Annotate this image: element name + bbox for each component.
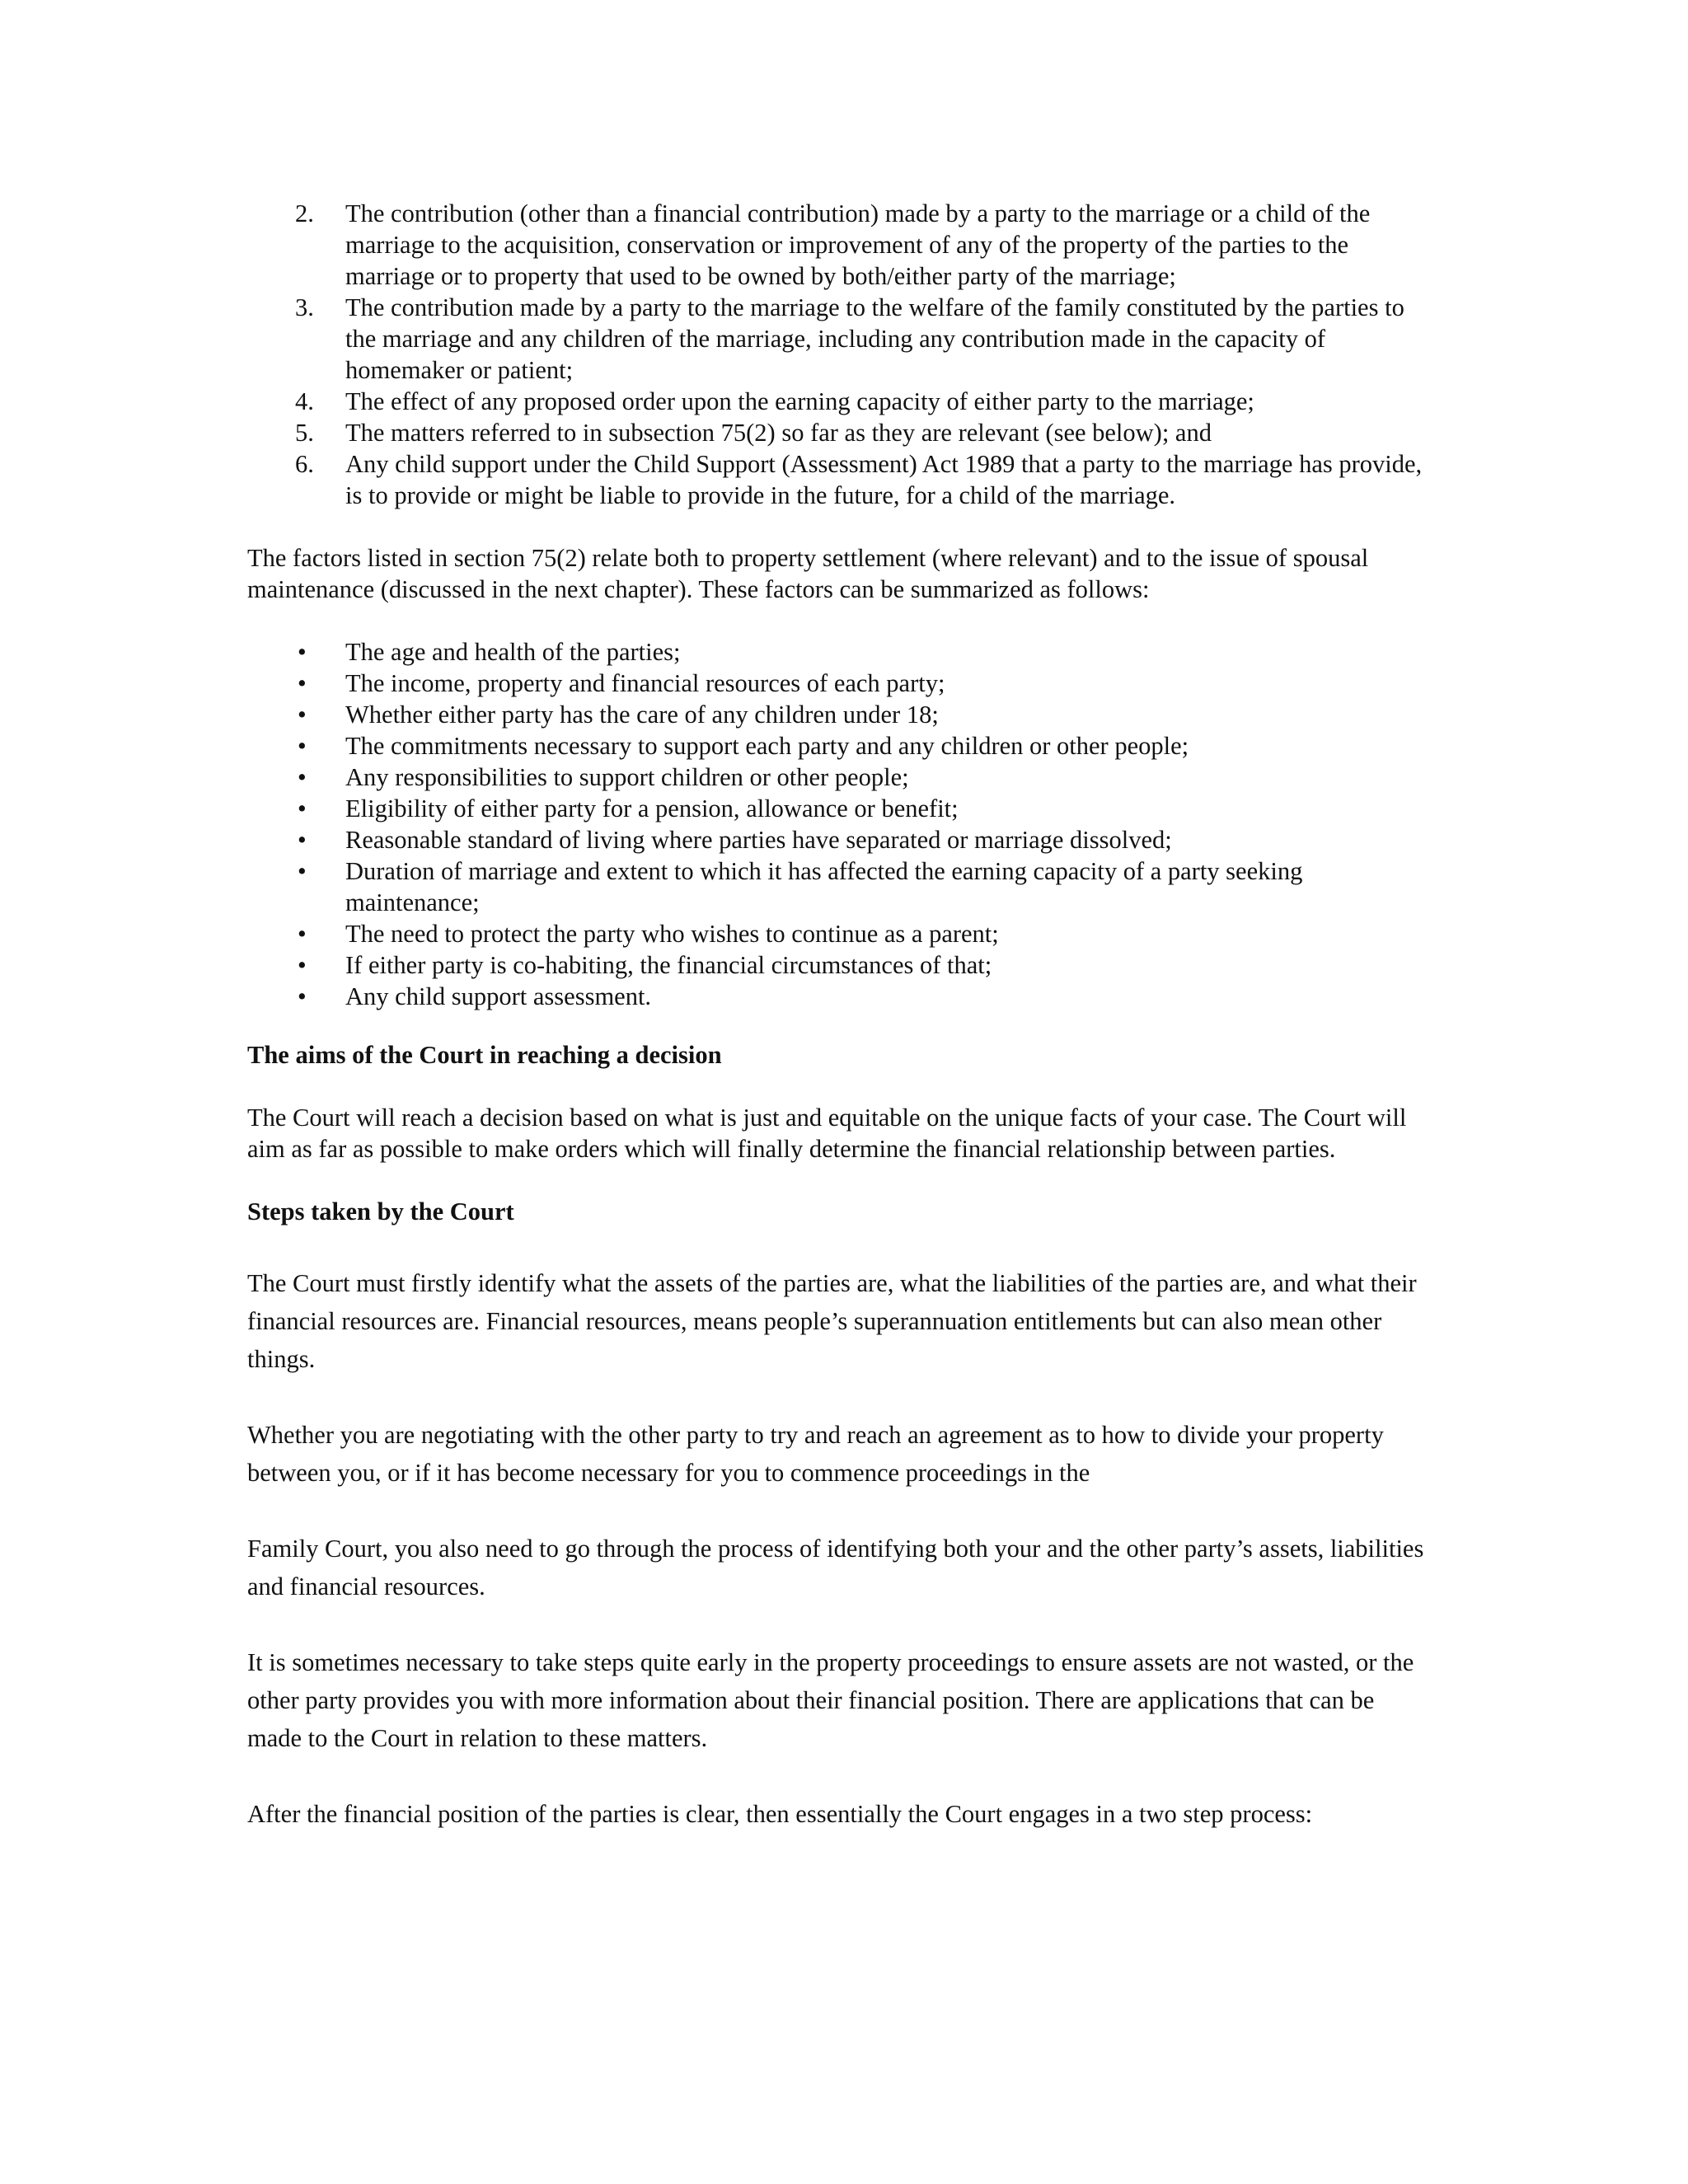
bullet-icon: • xyxy=(298,951,307,979)
list-number: 2. xyxy=(295,199,314,227)
bullet-icon: • xyxy=(298,669,307,697)
bullet-icon: • xyxy=(298,763,307,791)
bullet-icon: • xyxy=(298,920,307,948)
list-number: 4. xyxy=(295,387,314,415)
page-content xyxy=(247,198,1434,1833)
list-item xyxy=(247,918,1434,949)
numbered-list xyxy=(247,198,1434,511)
list-item-text: The income, property and financial resources of each party; xyxy=(345,669,945,697)
list-item xyxy=(247,386,1434,417)
bullet-icon: • xyxy=(298,982,307,1010)
list-item xyxy=(247,824,1434,855)
bullet-icon: • xyxy=(298,732,307,760)
list-item-text: Whether either party has the care of any children under 18; xyxy=(345,701,939,729)
list-item xyxy=(247,198,1434,292)
list-item-text: The effect of any proposed order upon the earning capacity of either party to the marriage; xyxy=(345,387,1254,415)
list-number: 6. xyxy=(295,450,314,478)
bullet-icon: • xyxy=(298,857,307,885)
bullet-icon: • xyxy=(298,826,307,854)
list-item-text: If either party is co-habiting, the financial circumstances of that; xyxy=(345,951,992,979)
list-item-text: Any child support assessment. xyxy=(345,982,652,1010)
list-item xyxy=(247,668,1434,699)
list-item xyxy=(247,949,1434,981)
aims-heading: The aims of the Court in reaching a decision xyxy=(247,1041,722,1069)
list-number: 3. xyxy=(295,293,314,321)
list-item-text: The contribution (other than a financial contribution) made by a party to the marriage or a child of the marriage to the acquisition, conservation or improvement of any of the property of the parties to the marriage or to property that used to be owned by both/either party of the marriage; xyxy=(345,199,1371,290)
list-item xyxy=(247,981,1434,1012)
list-item-text: The age and health of the parties; xyxy=(345,638,681,666)
list-item-text: Reasonable standard of living where parties have separated or marriage dissolved; xyxy=(345,826,1172,854)
steps-heading: Steps taken by the Court xyxy=(247,1197,514,1226)
list-item-text: Any child support under the Child Support (Assessment) Act 1989 that a party to the marriage has provide, is to provide or might be liable to provide in the future, for a child of the marriage. xyxy=(345,450,1423,509)
steps-paragraph-4: It is sometimes necessary to take steps quite early in the property proceedings to ensure assets are not wasted, or the other party provides you with more information about their financial position. There are applications that can be made to the Court in relation to these matters. xyxy=(247,1648,1414,1752)
list-item-text: The need to protect the party who wishes to continue as a parent; xyxy=(345,920,999,948)
list-item xyxy=(247,448,1434,511)
factors-intro: The factors listed in section 75(2) relate both to property settlement (where relevant) and to the issue of spousal maintenance (discussed in the next chapter). These factors can be summarized as follows: xyxy=(247,544,1369,603)
list-item-text: The contribution made by a party to the marriage to the welfare of the family constituted by the parties to the marriage and any children of the marriage, including any contribution made in the capacity of homemaker or patient; xyxy=(345,293,1404,384)
bullet-icon: • xyxy=(298,701,307,729)
bullet-icon: • xyxy=(298,638,307,666)
steps-paragraph-3: Family Court, you also need to go through the process of identifying both your and the other party’s assets, liabilities and financial resources. xyxy=(247,1535,1424,1601)
list-item xyxy=(247,730,1434,762)
list-item-text: Eligibility of either party for a pension, allowance or benefit; xyxy=(345,794,959,823)
list-item xyxy=(247,292,1434,386)
list-item-text: The commitments necessary to support each party and any children or other people; xyxy=(345,732,1189,760)
steps-paragraph-2: Whether you are negotiating with the other party to try and reach an agreement as to how to divide your property between you, or if it has become necessary for you to commence proceedings in the xyxy=(247,1421,1384,1487)
factors-list xyxy=(247,636,1434,1012)
bullet-icon: • xyxy=(298,794,307,823)
list-item-text: The matters referred to in subsection 75(2) so far as they are relevant (see below); and xyxy=(345,419,1212,447)
steps-paragraph-5: After the financial position of the parties is clear, then essentially the Court engages in a two step process: xyxy=(247,1800,1313,1828)
steps-paragraph-1: The Court must firstly identify what the assets of the parties are, what the liabilities of the parties are, and what their financial resources are. Financial resources, means people’s superannuation entitlements but can also mean other things. xyxy=(247,1269,1417,1373)
list-number: 5. xyxy=(295,419,314,447)
list-item xyxy=(247,417,1434,448)
list-item-text: Any responsibilities to support children or other people; xyxy=(345,763,909,791)
list-item-text: Duration of marriage and extent to which it has affected the earning capacity of a party seeking maintenance; xyxy=(345,857,1303,916)
list-item xyxy=(247,855,1434,918)
aims-paragraph: The Court will reach a decision based on what is just and equitable on the unique facts of your case. The Court will aim as far as possible to make orders which will finally determine the financial relationship between parties. xyxy=(247,1104,1407,1163)
list-item xyxy=(247,699,1434,730)
list-item xyxy=(247,762,1434,793)
list-item xyxy=(247,793,1434,824)
list-item xyxy=(247,636,1434,668)
